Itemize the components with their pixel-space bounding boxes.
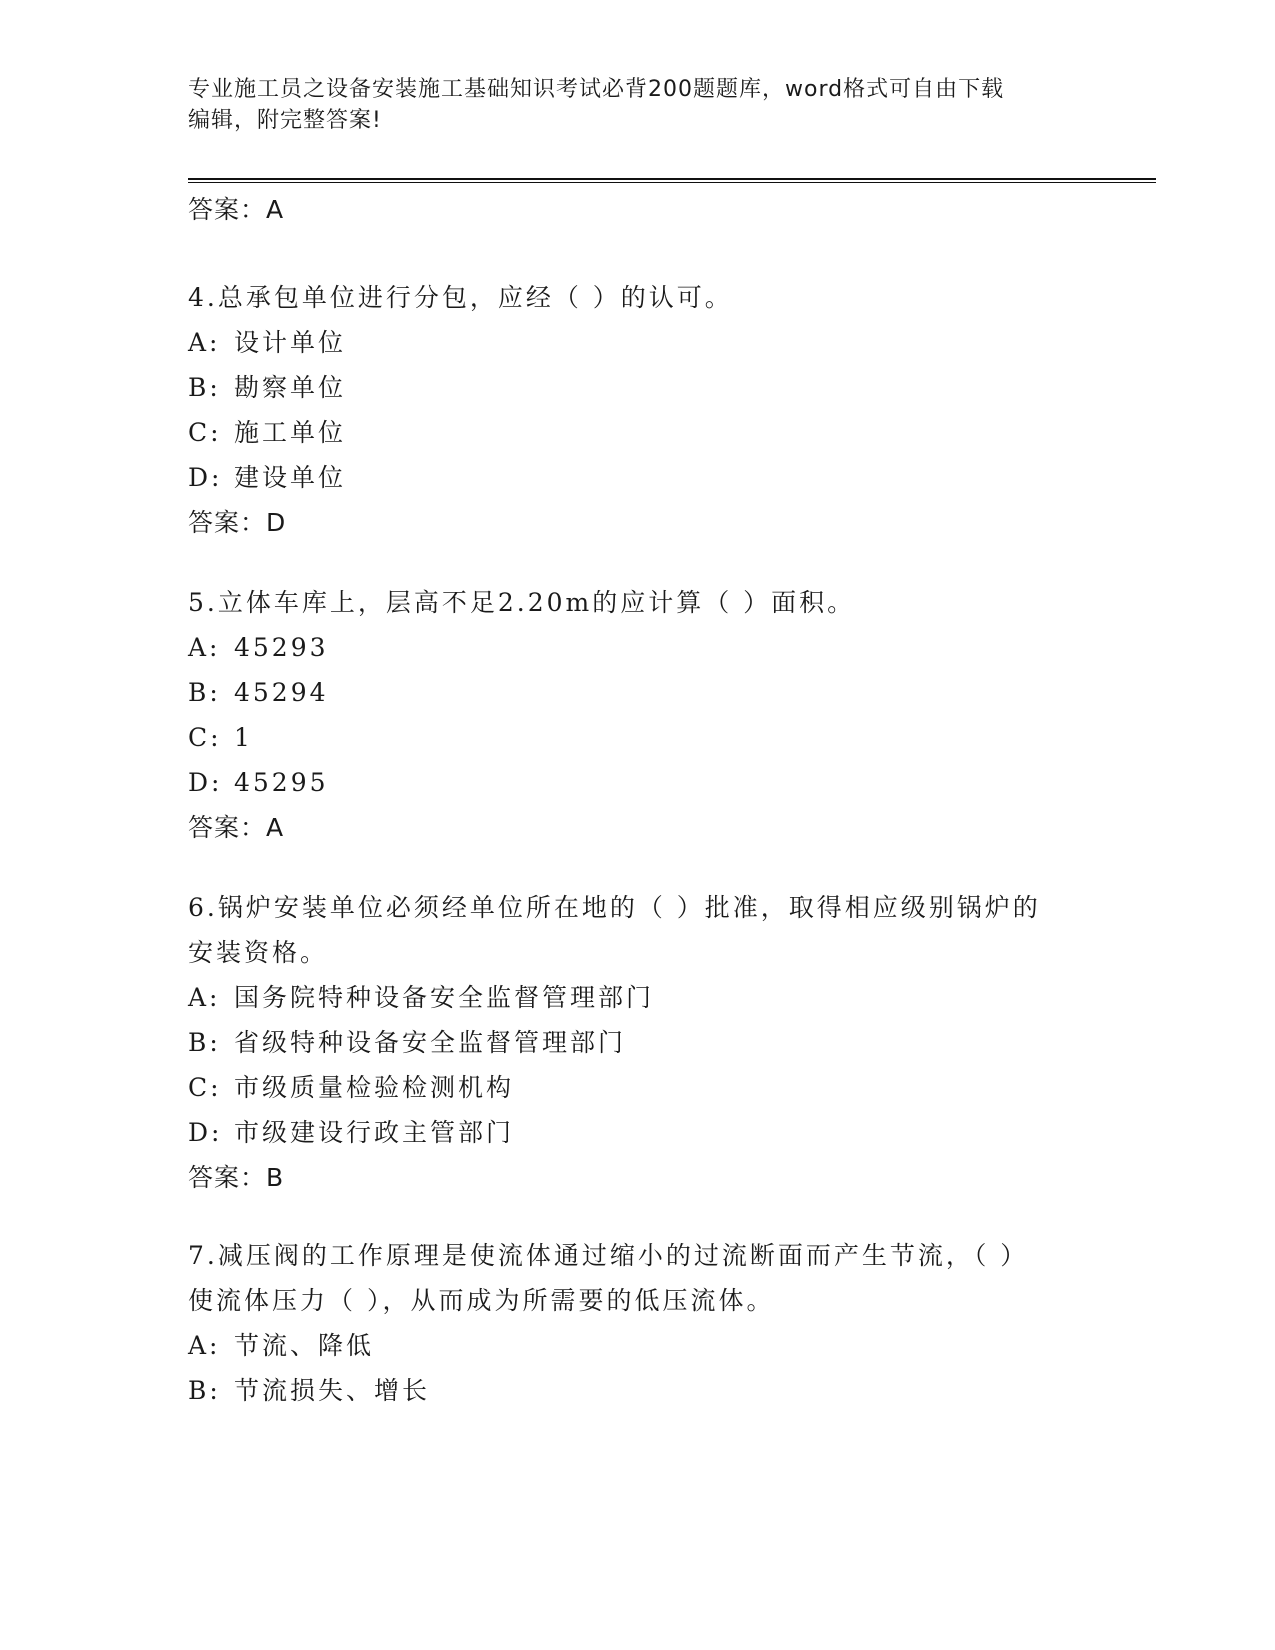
question-5-option-b (188, 670, 1088, 715)
question-4 (188, 275, 1088, 545)
question-5-option-c (188, 715, 1088, 760)
option-key: D: (188, 463, 223, 492)
answer-q3: 答案：A (188, 195, 285, 224)
answer-q6: 答案：B (188, 1163, 285, 1192)
question-6-option-d (188, 1110, 1088, 1155)
option-text: 省级特种设备安全监督管理部门 (234, 1028, 627, 1057)
question-6-option-a (188, 975, 1088, 1020)
answer-q5: 答案：A (188, 813, 285, 842)
option-text: 施工单位 (234, 418, 347, 447)
question-7 (188, 1233, 1088, 1413)
option-key: B: (188, 373, 221, 402)
option-key: C: (188, 723, 222, 752)
option-key: C: (188, 1073, 222, 1102)
option-key: B: (188, 1028, 221, 1057)
question-5-option-a (188, 625, 1088, 670)
option-text: 市级质量检验检测机构 (234, 1073, 515, 1102)
option-key: A: (188, 983, 221, 1012)
question-5-option-d (188, 760, 1088, 805)
option-key: B: (188, 678, 221, 707)
header-divider (188, 178, 1156, 183)
option-key: A: (188, 328, 221, 357)
question-4-option-b (188, 365, 1088, 410)
option-key: A: (188, 1331, 221, 1360)
header-line-1: 专业施工员之设备安装施工基础知识考试必背200题题库，word格式可自由下载 (188, 77, 1005, 102)
option-key: C: (188, 418, 222, 447)
option-key: D: (188, 768, 223, 797)
option-key: B: (188, 1376, 221, 1405)
option-key: D: (188, 1118, 223, 1147)
question-7-stem-line-2: 使流体压力（ ），从而成为所需要的低压流体。 (188, 1286, 775, 1315)
document-header (188, 74, 1068, 136)
option-text: 设计单位 (234, 328, 347, 357)
option-text: 45295 (234, 768, 329, 797)
question-5-stem: 5.立体车库上，层高不足2.20m的应计算（ ）面积。 (188, 588, 856, 617)
option-text: 1 (234, 723, 253, 752)
option-text: 节流损失、增长 (234, 1376, 431, 1405)
question-7-option-b (188, 1368, 1088, 1413)
question-4-option-c (188, 410, 1088, 455)
question-7-option-a (188, 1323, 1088, 1368)
question-4-option-d (188, 455, 1088, 500)
option-text: 45294 (234, 678, 329, 707)
option-text: 市级建设行政主管部门 (234, 1118, 515, 1147)
question-6-option-c (188, 1065, 1088, 1110)
question-7-stem-line-1: 7.减压阀的工作原理是使流体通过缩小的过流断面而产生节流，（ ） (188, 1241, 1029, 1270)
answer-q3-block (188, 187, 1088, 232)
question-6-stem-line-2: 安装资格。 (188, 938, 329, 967)
option-key: A: (188, 633, 221, 662)
question-4-stem: 4.总承包单位进行分包，应经（ ）的认可。 (188, 283, 733, 312)
question-5 (188, 580, 1088, 850)
option-text: 勘察单位 (234, 373, 347, 402)
question-4-option-a (188, 320, 1088, 365)
option-text: 45293 (234, 633, 329, 662)
header-line-2: 编辑，附完整答案! (188, 108, 382, 133)
option-text: 节流、降低 (234, 1331, 375, 1360)
option-text: 国务院特种设备安全监督管理部门 (234, 983, 655, 1012)
answer-q4: 答案：D (188, 508, 287, 537)
question-6-option-b (188, 1020, 1088, 1065)
question-6-stem-line-1: 6.锅炉安装单位必须经单位所在地的（ ）批准，取得相应级别锅炉的 (188, 893, 1041, 922)
option-text: 建设单位 (234, 463, 347, 492)
question-6 (188, 885, 1088, 1200)
